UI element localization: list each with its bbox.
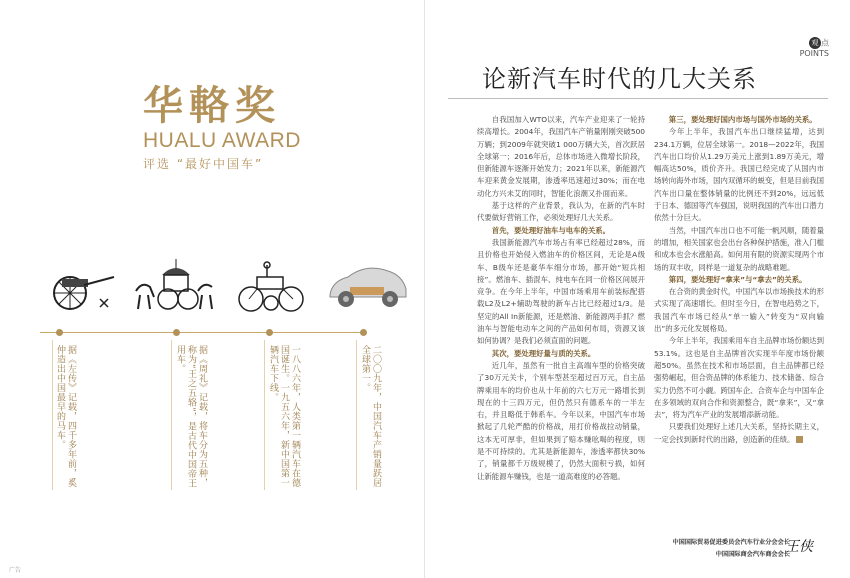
article-paragraph: 我国新能源汽车市场占有率已经超过28%，而且价格也开始侵入燃油车的价格区间，无论是A级车、B级车还是豪华车细分市场，都开始“短兵相接”。燃油车、插混车、纯电车在同一价格区间展开竞争。在今年上半年，中国市场乘用车前装标配搭载L2及L2+辅助驾驶的新车占比已经超过1/3。是坚定的All In新能源，还是燃油、新能源两手抓？燃油车与智能电动车之间的产品如何布局，资源又该如何协调？是我们必须直面的问题。 bbox=[477, 237, 645, 346]
author-title-1: 中国国际贸易促进委员会汽车行业分会会长 bbox=[672, 539, 790, 546]
article-subheading: 首先，要处理好油车与电车的关系。 bbox=[491, 225, 611, 235]
timeline-entry: 一八八六年，人类第一辆汽车在德国诞生。一九五六年，新中国第一辆汽车下线。 bbox=[268, 345, 300, 488]
article-paragraph: 今年上半年，我国汽车出口继续猛增，达到234.1万辆，位居全球第一。2018—2022年，我国汽车出口均价从1.29万美元上涨到1.89万美元，增幅高达50%，质价齐升。我国已经完成了从国内市场转向海外市场，国内双循环的蜕变，但是目前我国汽车出口量在整体销量的比例还不到20%，远远低于日本、德国等汽车强国，说明我国的汽车出口潜力依然十分巨大。 bbox=[654, 127, 824, 223]
article-paragraph: 自我国加入WTO以来，汽车产业迎来了一轮持续高增长。2004年，我国汽车产销量刚刚突破500万辆；到2009年就突破1 000万辆大关，首次跃居全球第一；2016年后，总体市场进入微增长阶段，但新能源车逐渐开始发力；2021年以来，新能源汽车迎来黄金发展期，渗透率迅速超过30%；而在电动化方兴未艾的同时，智能化浪潮又扑面而来。 bbox=[477, 115, 645, 198]
article-paragraph: 今年上半年，我国乘用车自主品牌市场份额达到53.1%。这也是自主品牌首次实现半年度市场份额超50%。虽然在技术和市场层面，自主品牌都已经强势崛起，但合资品牌的体系能力、技术储备、综合实力仍然不可小觑。跨国车企、合资车企与中国车企在多领域的双向合作和资源整合，既“拿来”，又“拿去”，将为汽车产业的发展增添新动能。 bbox=[654, 336, 825, 420]
timeline-bar bbox=[264, 340, 265, 490]
imperial-carriage-illustration bbox=[132, 255, 216, 315]
timeline-entry: 二〇〇九年，中国汽车产销量跃居全球第一。 bbox=[360, 345, 381, 488]
article-column-right bbox=[654, 114, 824, 446]
timeline-dot bbox=[173, 329, 180, 336]
points-label-cn: 点 bbox=[821, 38, 829, 48]
award-title: 华輅奖 bbox=[143, 82, 281, 129]
points-seal-icon: 观 bbox=[809, 37, 821, 49]
article-subheading: 其次，要处理好量与质的关系。 bbox=[491, 348, 596, 358]
article-paragraph: 在合资的黄金时代，中国汽车以市场换技术的形式实现了高速增长。但时至今日，在智电趋势之下，我国汽车市场已经从“单一输入”转变为“双向输出”的多元化发展格局。 bbox=[654, 287, 825, 334]
electric-car-illustration bbox=[324, 255, 412, 315]
end-mark-icon bbox=[796, 436, 803, 443]
ancient-chariot-illustration bbox=[48, 255, 118, 315]
timeline-bar bbox=[171, 340, 172, 490]
author-signature: 王侠 bbox=[785, 539, 813, 555]
article-subheading: 第四，要处理好“拿来”与“拿去”的关系。 bbox=[668, 274, 807, 284]
article-title: 论新汽车时代的几大关系 bbox=[482, 65, 757, 93]
article-subheading: 第三，要处理好国内市场与国外市场的关系。 bbox=[668, 115, 817, 124]
timeline-entry: 据《周礼》记载，将车分为五种，称为“王之五辂”，是古代中国帝王用车。 bbox=[175, 345, 207, 489]
timeline-dot bbox=[266, 329, 273, 336]
article-paragraph: 当然，中国汽车出口也不可能一帆风顺，随着量的增加，相关国家也会出台各种保护措施，准入门槛和成本也会水涨船高。如何用有限的资源实现两个市场的双丰收，同样是一道复杂的战略难题。 bbox=[654, 225, 825, 272]
section-mark bbox=[783, 37, 829, 59]
timeline-dot bbox=[56, 329, 63, 336]
first-automobile-illustration bbox=[237, 255, 307, 315]
page-gutter bbox=[424, 0, 425, 578]
timeline-bar bbox=[356, 340, 357, 490]
title-divider bbox=[448, 98, 828, 99]
article-column-left bbox=[477, 114, 645, 483]
article-paragraph: 只要我们处理好上述几大关系，坚持长期主义，一定会找到新时代的出路，创造新的佳绩。 bbox=[654, 422, 825, 444]
timeline-bar bbox=[52, 340, 53, 490]
timeline-entry: 据《左传》记载，四千多年前，奚仲造出中国最早的马车。 bbox=[55, 345, 76, 488]
timeline-dot bbox=[360, 329, 367, 336]
timeline-line bbox=[40, 332, 362, 333]
page-footer-label: 广告 bbox=[9, 567, 22, 574]
points-label-en: POINTS bbox=[799, 49, 829, 58]
award-title-english: HUALU AWARD bbox=[143, 129, 301, 152]
article-paragraph: 近几年，虽然有一批自主高端车型的价格突破了30万元关卡，个别车型甚至超过百万元，自主品牌乘用车的均价也从十年前的六七万元一路增长到现在的十三四万元，但仍然只有德系车的一半左右，并且略低于韩系车。今年以来，中国汽车市场掀起了几轮严酷的价格战，用打价格战拉动销量，这本无可厚非，但如果到了赔本赚吆喝的程度，则是不可持续的。尤其是新能源车，渗透率都快30%了，销量都千万级规模了，仍然大面积亏损，如何让新能源车赚钱，也是一道高难度的必答题。 bbox=[477, 360, 645, 481]
author-title-2: 中国国际商会汽车商会会长 bbox=[715, 551, 790, 558]
article-paragraph: 基于这样的产业背景，我认为，在新的汽车时代要做好营销工作，必须处理好几大关系。 bbox=[477, 201, 645, 223]
award-subtitle: 评选 “最好中国车” bbox=[143, 157, 264, 171]
